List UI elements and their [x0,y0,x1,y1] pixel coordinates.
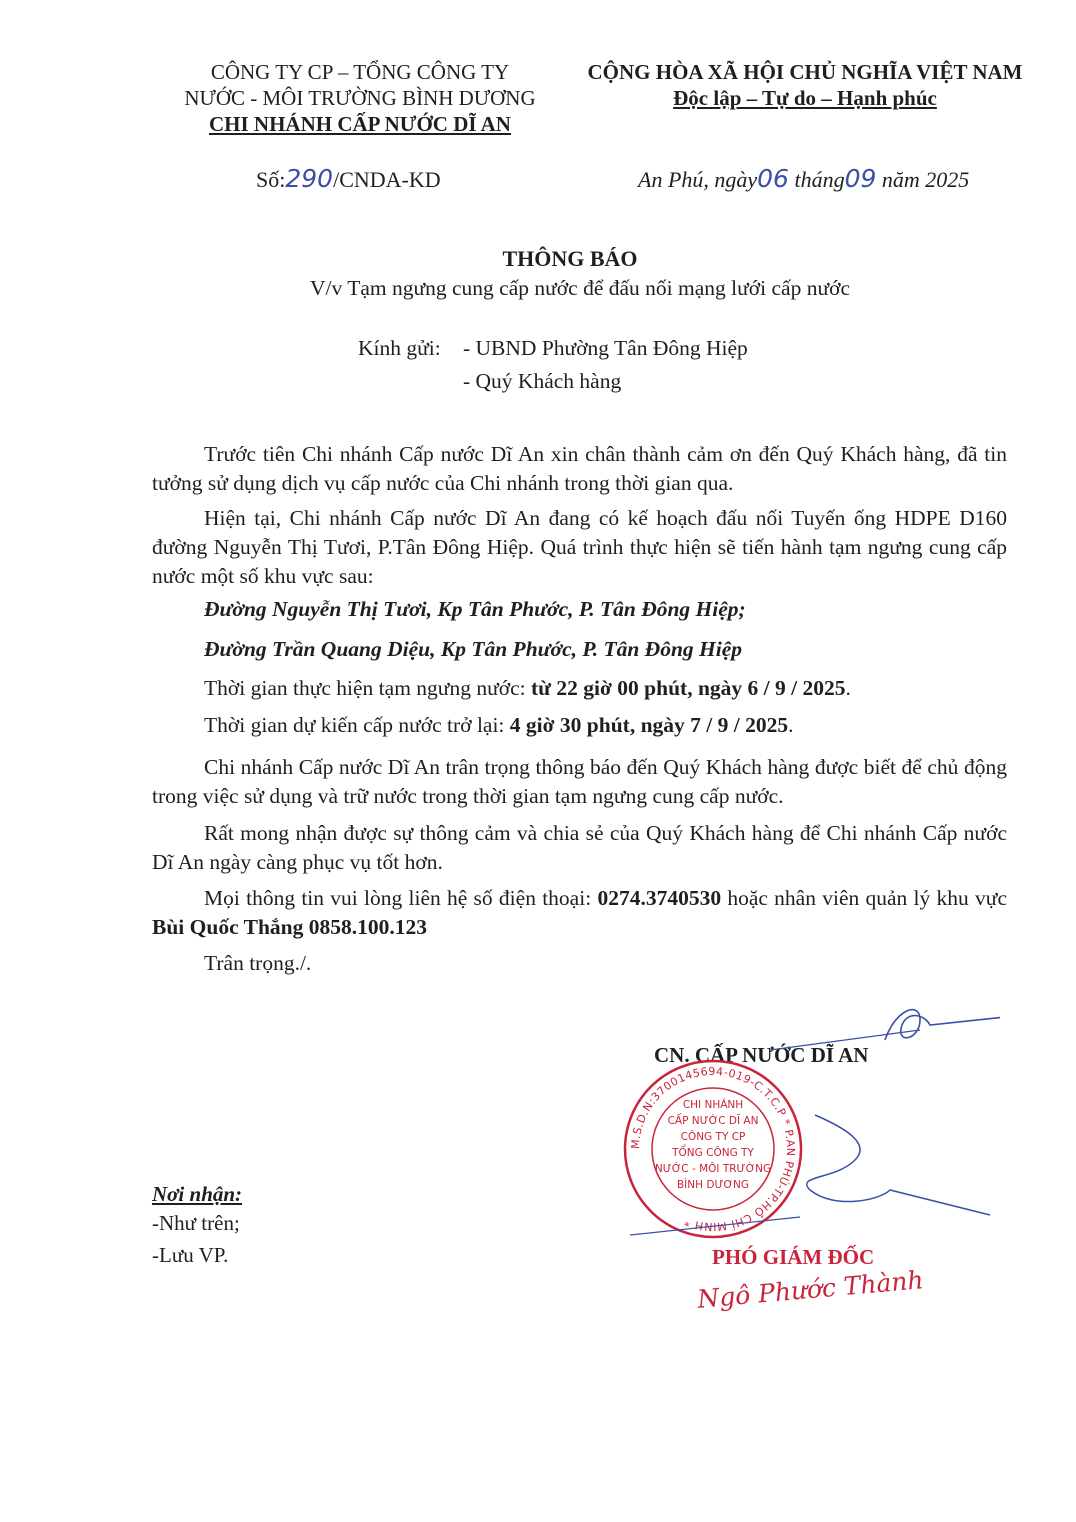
date-year: năm 2025 [881,167,970,192]
affected-area-2: Đường Trần Quang Diệu, Kp Tân Phước, P. Tân Đông Hiệp [204,637,743,661]
signature-scribble [620,995,1000,1245]
org-name-line2: NƯỚC - MÔI TRƯỜNG BÌNH DƯƠNG [184,86,536,110]
svg-text:CÔNG TY CP: CÔNG TY CP [680,1131,746,1143]
paragraph-sympathy: Rất mong nhận được sự thông cảm và chia sẻ của Quý Khách hàng để Chi nhánh Cấp nước Dĩ An ngày càng phục vụ tốt hơn. [152,821,1007,874]
signing-org: CN. CẤP NƯỚC DĨ AN [654,1043,869,1067]
affected-area-1: Đường Nguyễn Thị Tươi, Kp Tân Phước, P. Tân Đông Hiệp; [204,597,746,621]
paragraph-contact: Mọi thông tin vui lòng liên hệ số điện thoại: 0274.3740530 hoặc nhân viên quản lý khu vực Bùi Quốc Thắng 0858.100.123 [152,886,1007,939]
document-number [256,164,441,193]
page-title: THÔNG BÁO [502,246,638,271]
document-subject: V/v Tạm ngưng cung cấp nước để đấu nối mạng lưới cấp nước [309,276,851,300]
date-month-label: tháng [794,167,845,192]
svg-text:M.S.D.N:3700145694-019-C.T.C.P: M.S.D.N:3700145694-019-C.T.C.P * P.AN PHÚ-TP.HỒ CHÍ MINH * [628,1064,798,1234]
footer-recipient-item: -Như trên; [152,1211,240,1235]
footer-recipient-item: -Lưu VP. [152,1243,229,1267]
stop-time-label: Thời gian thực hiện tạm ngưng nước: [204,676,531,700]
paragraph-thanks: Trước tiên Chi nhánh Cấp nước Dĩ An xin chân thành cảm ơn đến Quý Khách hàng, đã tin tưởng sử dụng dịch vụ cấp nước của Chi nhánh trong thời gian qua. [152,442,1007,495]
stop-time-line: Thời gian thực hiện tạm ngưng nước: từ 22 giờ 00 phút, ngày 6 / 9 / 2025. [204,676,851,700]
date-place: An Phú, ngày [638,167,758,192]
signer-position: PHÓ GIÁM ĐỐC [712,1245,875,1269]
recipients-label: Kính gửi: [358,336,441,360]
date-month: 09 [844,164,877,193]
stop-time-value: từ 22 giờ 00 phút, ngày 6 / 9 / 2025 [530,676,846,700]
date-line [638,164,969,193]
doc-number-handwritten: 290 [285,164,334,193]
svg-text:CHI NHÁNH: CHI NHÁNH [682,1099,744,1111]
org-name-line1: CÔNG TY CP – TỔNG CÔNG TY [210,60,510,84]
footer-recipients-label: Nơi nhận: [152,1182,243,1206]
branch-name: CHI NHÁNH CẤP NƯỚC DĨ AN [209,112,511,136]
paragraph-notice: Chi nhánh Cấp nước Dĩ An trân trọng thông báo đến Quý Khách hàng được biết để chủ động trong việc sử dụng và trữ nước trong thời gian tạm ngưng cung cấp nước. [152,755,1007,808]
signer-name: Ngô Phước Thành [696,1265,925,1314]
resume-time-value: 4 giờ 30 phút, ngày 7 / 9 / 2025 [509,713,789,737]
doc-number-suffix: /CNDA-KD [333,167,441,192]
svg-text:TỔNG CÔNG TY: TỔNG CÔNG TY [672,1147,754,1159]
resume-time-label: Thời gian dự kiến cấp nước trở lại: [204,713,510,737]
contact-phone: 0274.3740530 [597,886,722,910]
svg-text:NƯỚC - MÔI TRƯỜNG: NƯỚC - MÔI TRƯỜNG [654,1163,772,1175]
doc-number-prefix: Số: [256,167,286,192]
recipient-item: - UBND Phường Tân Đông Hiệp [463,336,748,360]
resume-time-line: Thời gian dự kiến cấp nước trở lại: 4 giờ 30 phút, ngày 7 / 9 / 2025. [204,713,794,737]
svg-text:BÌNH DƯƠNG: BÌNH DƯƠNG [676,1179,750,1191]
national-motto: Độc lập – Tự do – Hạnh phúc [673,86,937,110]
national-title: CỘNG HÒA XÃ HỘI CHỦ NGHĨA VIỆT NAM [587,60,1023,84]
paragraph-plan: Hiện tại, Chi nhánh Cấp nước Dĩ An đang có kế hoạch đấu nối Tuyến ống HDPE D160 đường Nguyễn Thị Tươi, P.Tân Đông Hiệp. Quá trình thực hiện sẽ tiến hành tạm ngưng cung cấp nước một số khu vực sau: [152,506,1007,588]
svg-text:CẤP NƯỚC DĨ AN: CẤP NƯỚC DĨ AN [667,1115,759,1127]
recipient-item: - Quý Khách hàng [463,369,622,393]
contact-person: Bùi Quốc Thắng 0858.100.123 [152,915,427,939]
closing-text: Trân trọng./. [204,951,312,975]
date-day: 06 [757,164,789,193]
